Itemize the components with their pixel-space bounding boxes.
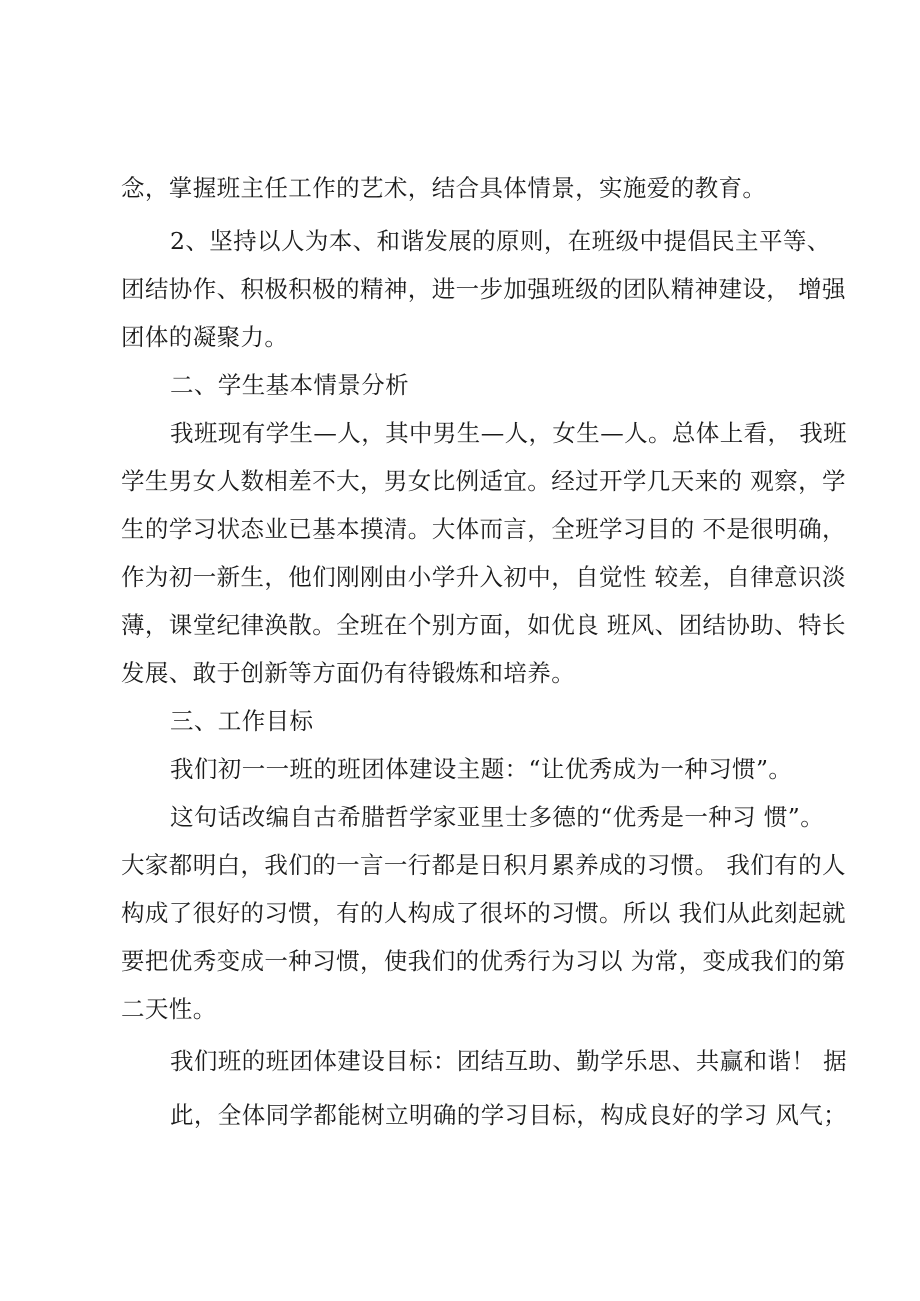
section-heading: 三、工作目标 <box>170 707 314 735</box>
text-line: 我们班的班团体建设目标：团结互助、勤学乐思、共赢和谐！ 据 <box>170 1047 848 1075</box>
text-line: 团体的凝聚力。 <box>121 323 289 351</box>
text-line: 发展、敢于创新等方面仍有待锻炼和培养。 <box>121 659 576 687</box>
text-line: 作为初一新生，他们刚刚由小学升入初中，自觉性 较差，自律意识淡 <box>121 563 846 591</box>
section-heading: 二、学生基本情景分析 <box>170 371 409 399</box>
text-line: 团结协作、积极积极的精神，进一步加强班级的团队精神建设， 增强 <box>121 275 846 303</box>
text-line: 我班现有学生—人，其中男生—人，女生—人。总体上看， 我班 <box>170 419 848 447</box>
text-line: 要把优秀变成一种习惯，使我们的优秀行为习以 为常，变成我们的第 <box>121 947 846 975</box>
text-line: 学生男女人数相差不大，男女比例适宜。经过开学几天来的 观察，学 <box>121 467 846 495</box>
text-line: 此，全体同学都能树立明确的学习目标，构成良好的学习 风气； <box>170 1101 848 1129</box>
text-line: 我们初一一班的班团体建设主题：“让优秀成为一种习惯”。 <box>170 755 793 783</box>
text-line: 生的学习状态业已基本摸清。大体而言，全班学习目的 不是很明确， <box>121 515 846 543</box>
text-line: 大家都明白，我们的一言一行都是日积月累养成的习惯。 我们有的人 <box>121 851 846 879</box>
text-line: 2、坚持以人为本、和谐发展的原则，在班级中提倡民主平等、 <box>170 227 831 255</box>
text-line: 薄，课堂纪律涣散。全班在个别方面，如优良 班风、团结协助、特长 <box>121 611 846 639</box>
text-line: 这句话改编自古希腊哲学家亚里士多德的“优秀是一种习 惯”。 <box>170 803 825 831</box>
text-line: 构成了很好的习惯，有的人构成了很坏的习惯。所以 我们从此刻起就 <box>121 899 846 927</box>
text-line: 念，掌握班主任工作的艺术，结合具体情景，实施爱的教育。 <box>121 174 767 202</box>
text-line: 二天性。 <box>121 995 217 1023</box>
